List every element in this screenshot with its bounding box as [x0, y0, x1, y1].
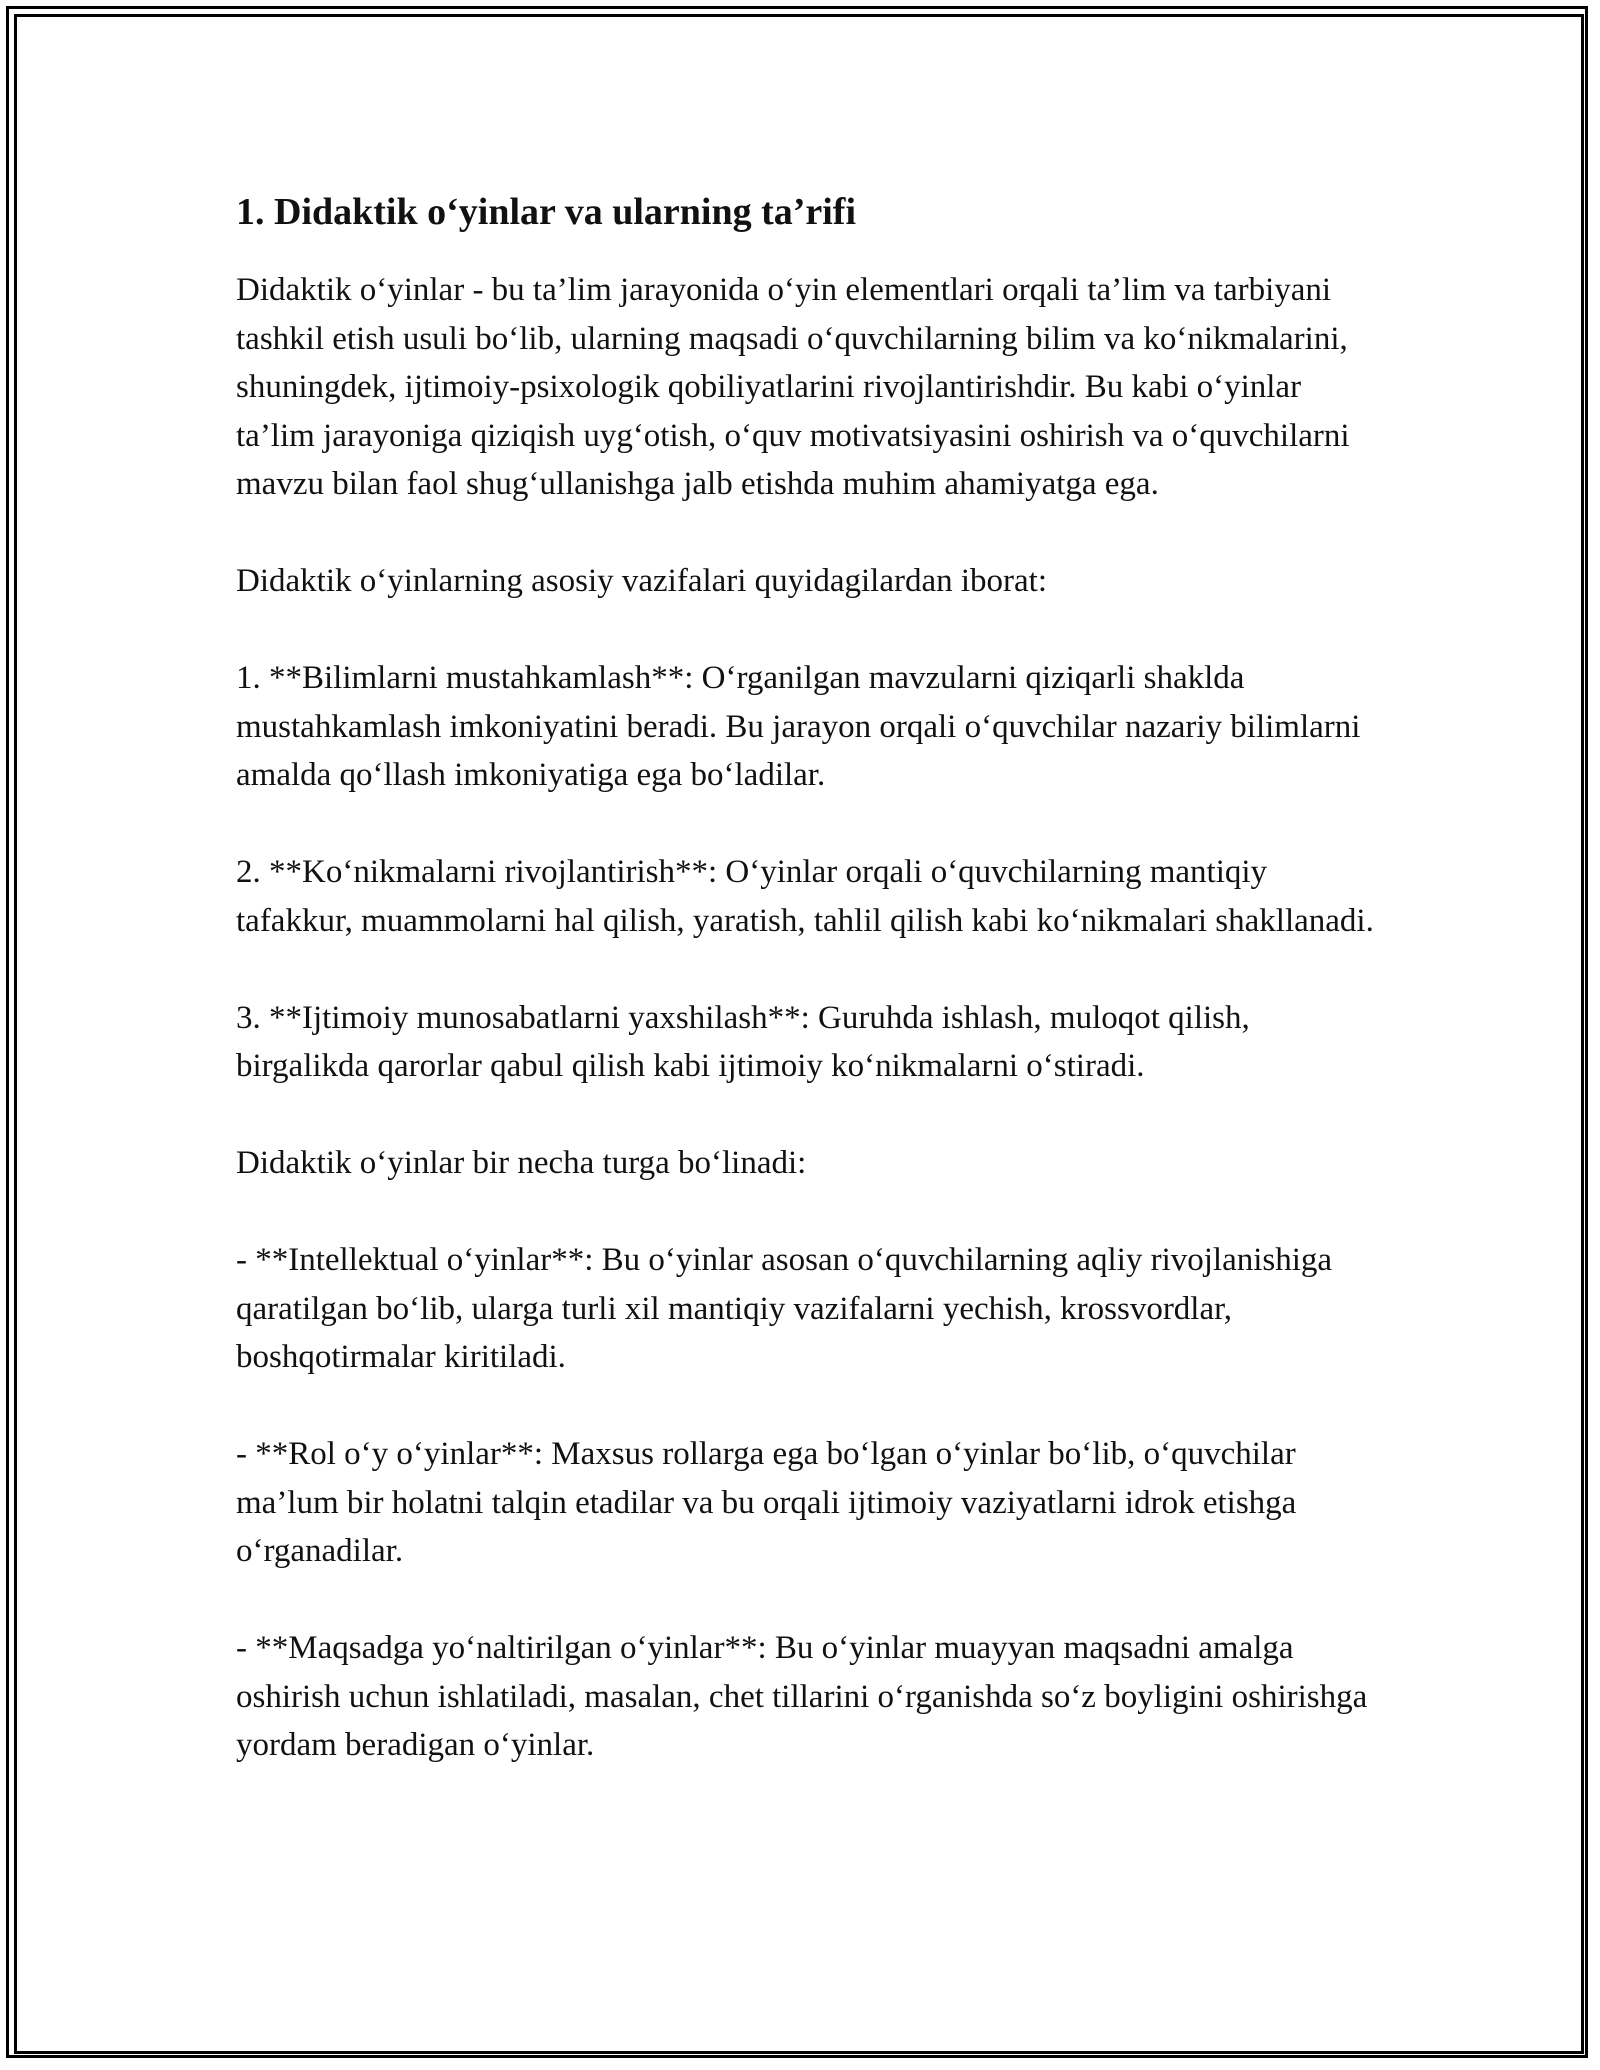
section-heading: 1. Didaktik o‘yinlar va ularning ta’rifi	[236, 191, 857, 233]
list-item-roleplay: - **Rol o‘y o‘yinlar**: Maxsus rollarga ega bo‘lgan o‘yinlar bo‘lib, o‘quvchilar ma’lum bir holatni talqin etadilar va bu orqali ijtimoiy vaziyatlarni idrok etishga o‘rganadilar.	[236, 1436, 1297, 1569]
paragraph-types-intro: Didaktik o‘yinlar bir necha turga bo‘linadi:	[236, 1145, 807, 1181]
paragraph-definition: Didaktik o‘yinlar - bu ta’lim jarayonida o‘yin elementlari orqali ta’lim va tarbiyani tashkil etish usuli bo‘lib, ularning maqsadi o‘quvchilarning bilim va ko‘nikmalarini, shuningdek, ijtimoiy-psixologik qobiliyatlarini rivojlantirishdir. Bu kabi o‘yinlar ta’lim jarayoniga qiziqish uyg‘otish, o‘quv motivatsiyasini oshirish va o‘quvchilarni mavzu bilan faol shug‘ullanishga jalb etishda muhim ahamiyatga ega.	[236, 272, 1350, 502]
list-item-intellectual: - **Intellektual o‘yinlar**: Bu o‘yinlar asosan o‘quvchilarning aqliy rivojlanishiga qaratilgan bo‘lib, ularga turli xil mantiqiy vazifalarni yechish, krossvordlar, boshqotirmalar kiritiladi.	[236, 1242, 1333, 1375]
list-item-knowledge: 1. **Bilimlarni mustahkamlash**: O‘rganilgan mavzularni qiziqarli shaklda mustahkamlash imkoniyatini beradi. Bu jarayon orqali o‘quvchilar nazariy bilimlarni amalda qo‘llash imkoniyatiga ega bo‘ladilar.	[236, 660, 1361, 793]
list-item-goal-oriented: - **Maqsadga yo‘naltirilgan o‘yinlar**: Bu o‘yinlar muayyan maqsadni amalga oshirish uchun ishlatiladi, masalan, chet tillarini o‘rganishda so‘z boyligini oshirishga yordam beradigan o‘yinlar.	[236, 1630, 1368, 1763]
list-item-skills: 2. **Ko‘nikmalarni rivojlantirish**: O‘yinlar orqali o‘quvchilarning mantiqiy tafakkur, muammolarni hal qilish, yaratish, tahlil qilish kabi ko‘nikmalari shakllanadi.	[236, 854, 1374, 939]
document-body	[236, 180, 1376, 1818]
list-item-social: 3. **Ijtimoiy munosabatlarni yaxshilash**: Guruhda ishlash, muloqot qilish, birgalikda qarorlar qabul qilish kabi ijtimoiy ko‘nikmalarni o‘stiradi.	[236, 999, 1250, 1084]
paragraph-tasks-intro: Didaktik o‘yinlarning asosiy vazifalari quyidagilardan iborat:	[236, 563, 1048, 599]
